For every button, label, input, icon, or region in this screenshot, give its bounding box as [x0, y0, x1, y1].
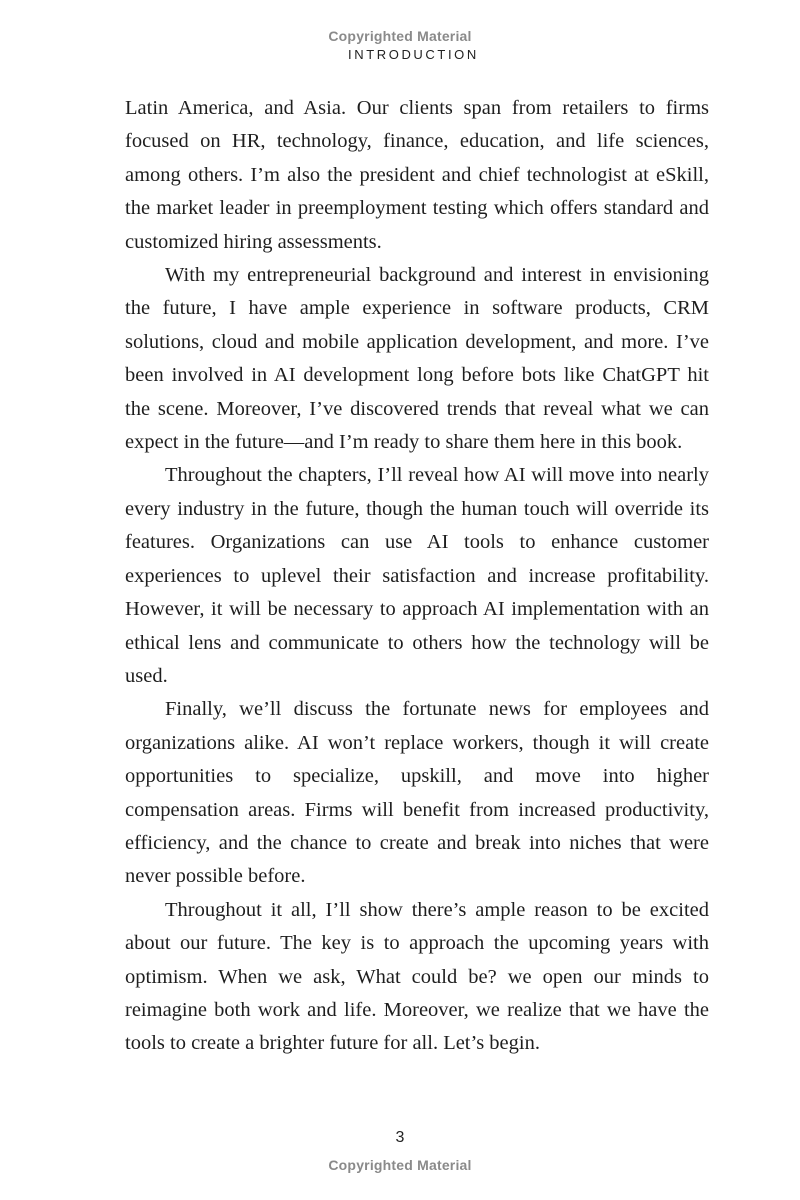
copyright-watermark-bottom: Copyrighted Material: [328, 1157, 472, 1173]
running-head: INTRODUCTION: [348, 47, 479, 62]
body-text: [125, 92, 709, 1061]
copyright-watermark-top: Copyrighted Material: [328, 28, 472, 44]
paragraph-3: Throughout the chapters, I’ll reveal how AI will move into nearly every industry in the future, though the human touch will override its features. Organizations can use AI tools to enhance customer experiences to uplevel their satisfaction and increase profitability. However, it will be necessary to approach AI implementation with an ethical lens and communicate to others how the technology will be used.: [125, 464, 709, 687]
paragraph-1: Latin America, and Asia. Our clients span from retailers to firms focused on HR, technology, finance, education, and life sciences, among others. I’m also the president and chief technologist at eSkill, the market leader in preemployment testing which offers standard and customized hiring assessments.: [125, 97, 709, 253]
paragraph-4: Finally, we’ll discuss the fortunate news for employees and organizations alike. AI won’t replace workers, though it will create opportunities to specialize, upskill, and move into higher compensation areas. Firms will benefit from increased productivity, efficiency, and the chance to create and break into niches that were never possible before.: [125, 698, 709, 888]
paragraph-2: With my entrepreneurial background and interest in envisioning the future, I have ample experience in software products, CRM solutions, cloud and mobile application development, and more. I’ve been involved in AI development long before bots like ChatGPT hit the scene. Moreover, I’ve discovered trends that reveal what we can expect in the future—and I’m ready to share them here in this book.: [125, 264, 709, 454]
page-number: 3: [395, 1129, 405, 1146]
paragraph-5: Throughout it all, I’ll show there’s ample reason to be excited about our future. The key is to approach the upcoming years with optimism. When we ask, What could be? we open our minds to reimagine both work and life. Moreover, we realize that we have the tools to create a brighter future for all. Let’s begin.: [125, 898, 709, 1055]
